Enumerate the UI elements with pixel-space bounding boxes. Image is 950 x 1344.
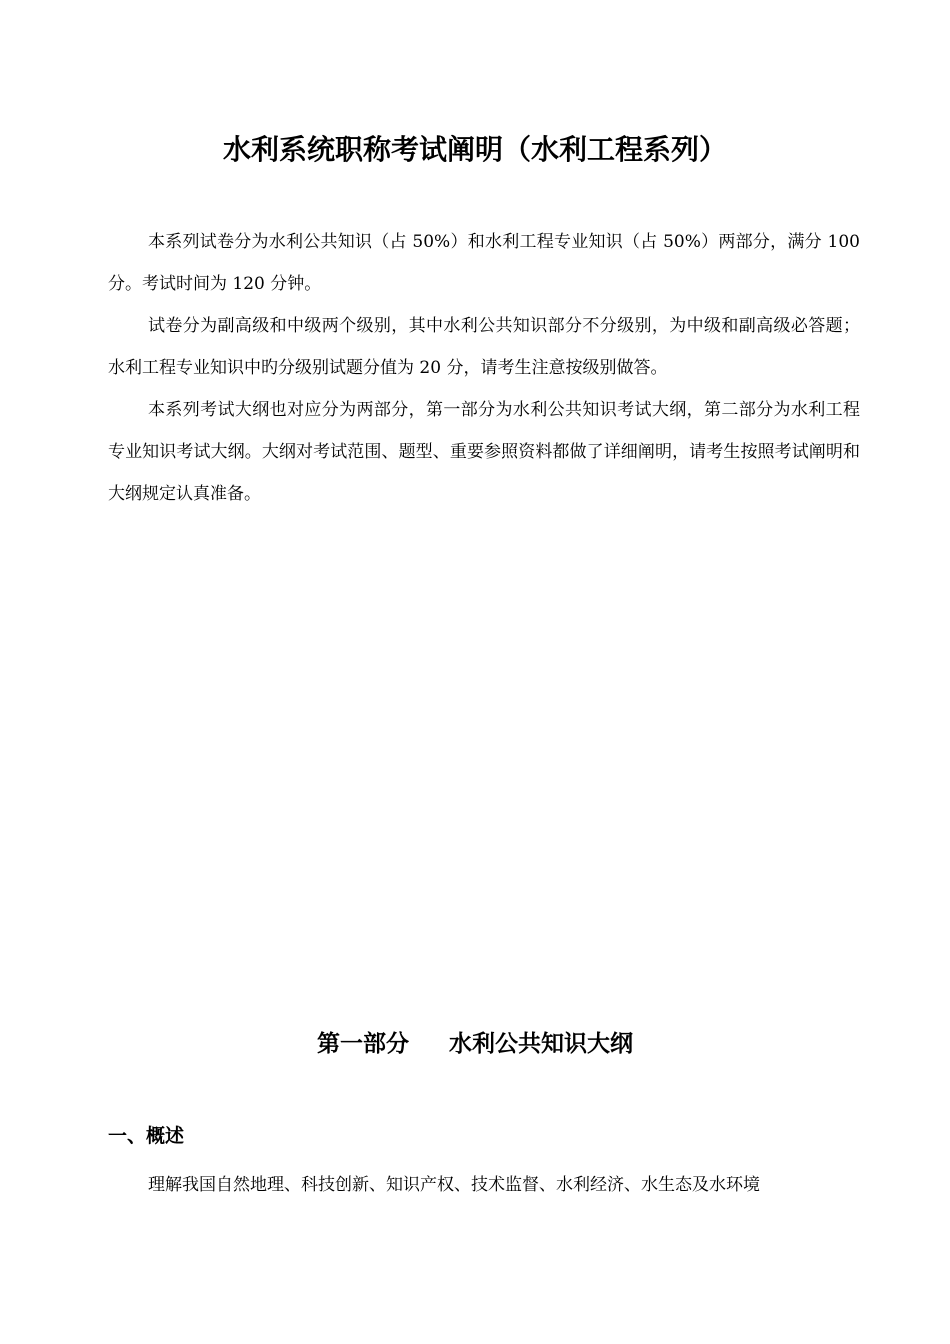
part-one-heading — [0, 1024, 950, 1064]
document-title: 水利系统职称考试阐明（水利工程系列） — [222, 133, 727, 166]
intro-paragraph-2: 试卷分为副高级和中级两个级别，其中水利公共知识部分不分级别，为中级和副高级必答题；水利工程专业知识中旳分级别试题分值为 20 分，请考生注意按级别做答。 — [108, 316, 860, 378]
section-one-heading: 一、概述 — [108, 1125, 185, 1147]
part-one-title: 水利公共知识大纲 — [449, 1031, 633, 1057]
intro-paragraph-1: 本系列试卷分为水利公共知识（占 50%）和水利工程专业知识（占 50%）两部分，满分 100 分。考试时间为 120 分钟。 — [108, 232, 860, 294]
section-one-paragraph: 理解我国自然地理、科技创新、知识产权、技术监督、水利经济、水生态及水环境 — [148, 1175, 760, 1195]
part-one-label: 第一部分 — [317, 1031, 409, 1057]
intro-paragraph-3: 本系列考试大纲也对应分为两部分，第一部分为水利公共知识考试大纲，第二部分为水利工程专业知识考试大纲。大纲对考试范围、题型、重要参照资料都做了详细阐明，请考生按照考试阐明和大纲规定认真准备。 — [108, 400, 860, 504]
